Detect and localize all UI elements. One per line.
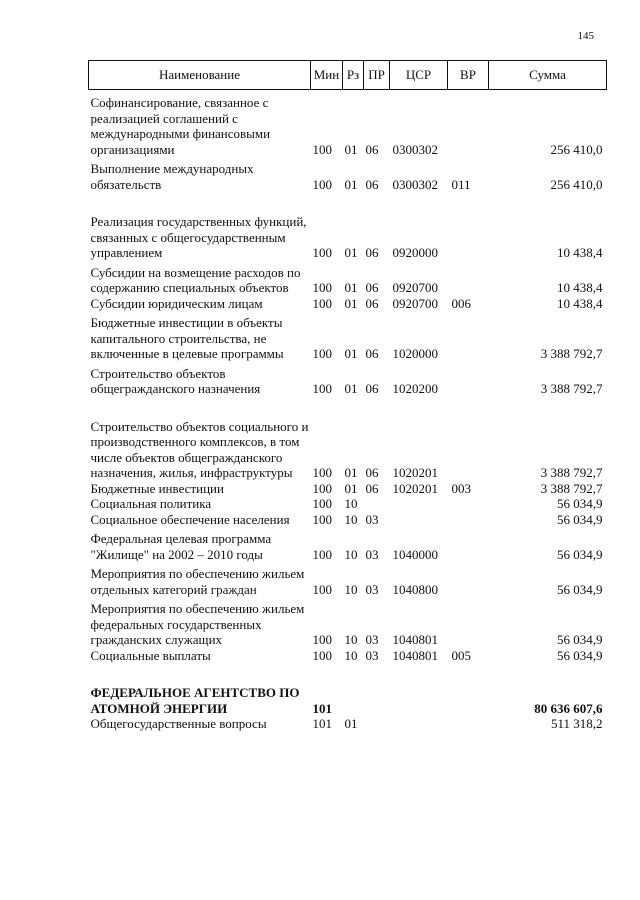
table-row [89,527,607,562]
cell-min: 100 [312,496,332,511]
cell-name: Субсидии юридическим лицам [90,295,263,311]
cell-min: 100 [312,480,332,496]
cell-min: 100 [312,381,332,396]
cell-vr [448,716,489,732]
cell-vr [448,397,489,481]
header-min: Мин [311,61,343,90]
header-csr: ЦСР [390,61,448,90]
cell-rz: 01 [344,245,358,260]
cell-csr: 1020201 [392,480,438,496]
cell-name: ФЕДЕРАЛЬНОЕ АГЕНТСТВО ПО АТОМНОЙ ЭНЕРГИИ [90,685,300,716]
cell-rz: 01 [344,716,358,731]
cell-name: Общегосударственные вопросы [90,716,267,731]
cell-name: Мероприятия по обеспечению жильем федеральных государственных гражданских служащих [90,601,305,647]
cell-vr: 006 [451,295,471,311]
table-row [89,512,607,528]
table-row [89,716,607,732]
cell-rz: 01 [344,465,358,480]
cell-pr: 03 [365,632,379,647]
cell-csr: 1020000 [392,346,438,361]
cell-csr: 1020201 [392,465,438,480]
cell-rz [343,663,364,716]
cell-rz: 01 [344,480,358,496]
cell-sum: 511 318,2 [550,716,603,731]
cell-name: Субсидии на возмещение расходов по содержанию специальных объектов [90,264,301,295]
cell-pr [364,663,390,716]
table-row [89,192,607,261]
cell-rz: 10 [344,632,358,647]
cell-pr: 06 [365,245,379,260]
cell-sum: 10 438,4 [557,245,603,260]
cell-vr [448,597,489,648]
cell-min: 100 [312,546,332,562]
cell-pr: 06 [365,346,379,361]
cell-sum: 256 410,0 [550,176,603,192]
cell-name: Социальное обеспечение населения [90,511,290,527]
cell-rz: 01 [344,280,358,295]
cell-rz: 01 [344,381,358,396]
cell-vr [448,512,489,528]
cell-sum: 56 034,9 [557,546,603,562]
cell-rz: 10 [344,511,358,527]
cell-csr: 1040801 [392,632,438,647]
table-row [89,648,607,664]
cell-min: 100 [312,581,332,597]
cell-csr: 1040800 [392,581,438,597]
cell-pr [364,716,390,732]
cell-csr: 0920700 [392,295,438,311]
cell-name: Социальная политика [90,496,212,511]
cell-pr: 06 [365,480,379,496]
cell-name: Строительство объектов социального и производственного комплексов, в том числе объектов общегражданского назначения, жилья, инфраструктуры [90,418,309,480]
table-row [89,311,607,362]
table-row [89,481,607,497]
cell-sum: 56 034,9 [557,511,603,527]
cell-csr: 0920000 [392,245,438,260]
table-row [89,397,607,481]
header-pr: ПР [364,61,390,90]
cell-csr [390,512,448,528]
cell-pr: 06 [365,465,379,480]
cell-name: Бюджетные инвестиции [90,480,224,496]
cell-vr [448,311,489,362]
cell-name: Бюджетные инвестиции в объекты капитального строительства, не включенные в целевые программы [90,315,284,361]
table-row [89,562,607,597]
cell-min: 100 [312,295,332,311]
cell-sum: 3 388 792,7 [540,381,603,396]
cell-csr: 1040801 [392,647,438,663]
cell-pr: 06 [365,381,379,396]
cell-name: Федеральная целевая программа "Жилище" на 2002 – 2010 годы [90,531,272,562]
table-row [89,157,607,192]
cell-min: 101 [312,700,332,716]
cell-sum: 3 388 792,7 [540,465,603,480]
cell-sum: 10 438,4 [557,280,603,295]
cell-rz: 10 [344,546,358,562]
cell-sum: 56 034,9 [557,581,603,597]
cell-sum: 56 034,9 [557,496,603,511]
cell-csr: 0920700 [392,280,438,295]
cell-rz: 10 [344,496,358,511]
header-rz: Рз [343,61,364,90]
cell-vr [448,527,489,562]
cell-rz: 10 [344,581,358,597]
cell-rz: 01 [344,176,358,192]
cell-vr [448,362,489,397]
header-name: Наименование [89,61,311,90]
cell-name: Строительство объектов общегражданского назначения [90,365,261,396]
cell-min: 100 [312,511,332,527]
cell-sum: 3 388 792,7 [540,480,603,496]
table-row [89,597,607,648]
cell-min: 100 [312,346,332,361]
table-row [89,296,607,312]
cell-min: 100 [312,245,332,260]
cell-name: Выполнение международных обязательств [90,161,254,192]
cell-name: Софинансирование, связанное с реализацией соглашений с международными финансовыми организациями [90,95,271,157]
cell-csr: 0300302 [392,141,438,157]
cell-csr: 1040000 [392,546,438,562]
cell-csr [390,716,448,732]
cell-min: 100 [312,465,332,480]
cell-min: 100 [312,176,332,192]
cell-name: Социальные выплаты [90,647,211,663]
cell-vr [448,562,489,597]
cell-min: 100 [312,632,332,647]
budget-table [88,60,607,732]
cell-sum: 80 636 607,6 [534,700,603,716]
cell-csr: 1020200 [392,381,438,396]
cell-pr: 06 [365,141,379,157]
cell-vr [448,90,489,158]
page-number: 145 [577,30,594,42]
cell-vr: 005 [451,647,471,663]
table-row [89,362,607,397]
table-row [89,261,607,296]
cell-rz: 01 [344,295,358,311]
cell-csr [390,496,448,512]
cell-pr: 03 [365,546,379,562]
cell-vr [448,496,489,512]
cell-pr: 03 [365,581,379,597]
cell-csr: 0300302 [392,176,438,192]
table-row-agency [89,663,607,716]
cell-pr: 03 [365,511,379,527]
cell-min: 100 [312,647,332,663]
cell-sum: 256 410,0 [550,141,603,157]
cell-pr [364,496,390,512]
cell-min: 100 [312,280,332,295]
table-header [89,61,607,90]
cell-pr: 06 [365,176,379,192]
cell-pr: 06 [365,280,379,295]
cell-vr [448,192,489,261]
cell-sum: 56 034,9 [557,632,603,647]
cell-rz: 01 [344,141,358,157]
cell-pr: 03 [365,647,379,663]
cell-vr: 011 [451,176,471,192]
header-sum: Сумма [489,61,607,90]
cell-vr [448,663,489,716]
cell-name: Мероприятия по обеспечению жильем отдельных категорий граждан [90,566,305,597]
header-vr: ВР [448,61,489,90]
cell-vr: 003 [451,480,471,496]
cell-sum: 10 438,4 [557,295,603,311]
cell-csr [390,663,448,716]
cell-sum: 3 388 792,7 [540,346,603,361]
cell-min: 100 [312,141,332,157]
cell-pr: 06 [365,295,379,311]
table-row [89,90,607,158]
cell-name: Реализация государственных функций, связанных с общегосударственным управлением [90,214,307,260]
cell-vr [448,261,489,296]
cell-rz: 10 [344,647,358,663]
cell-min: 101 [312,716,332,731]
cell-rz: 01 [344,346,358,361]
cell-sum: 56 034,9 [557,647,603,663]
table-row [89,496,607,512]
